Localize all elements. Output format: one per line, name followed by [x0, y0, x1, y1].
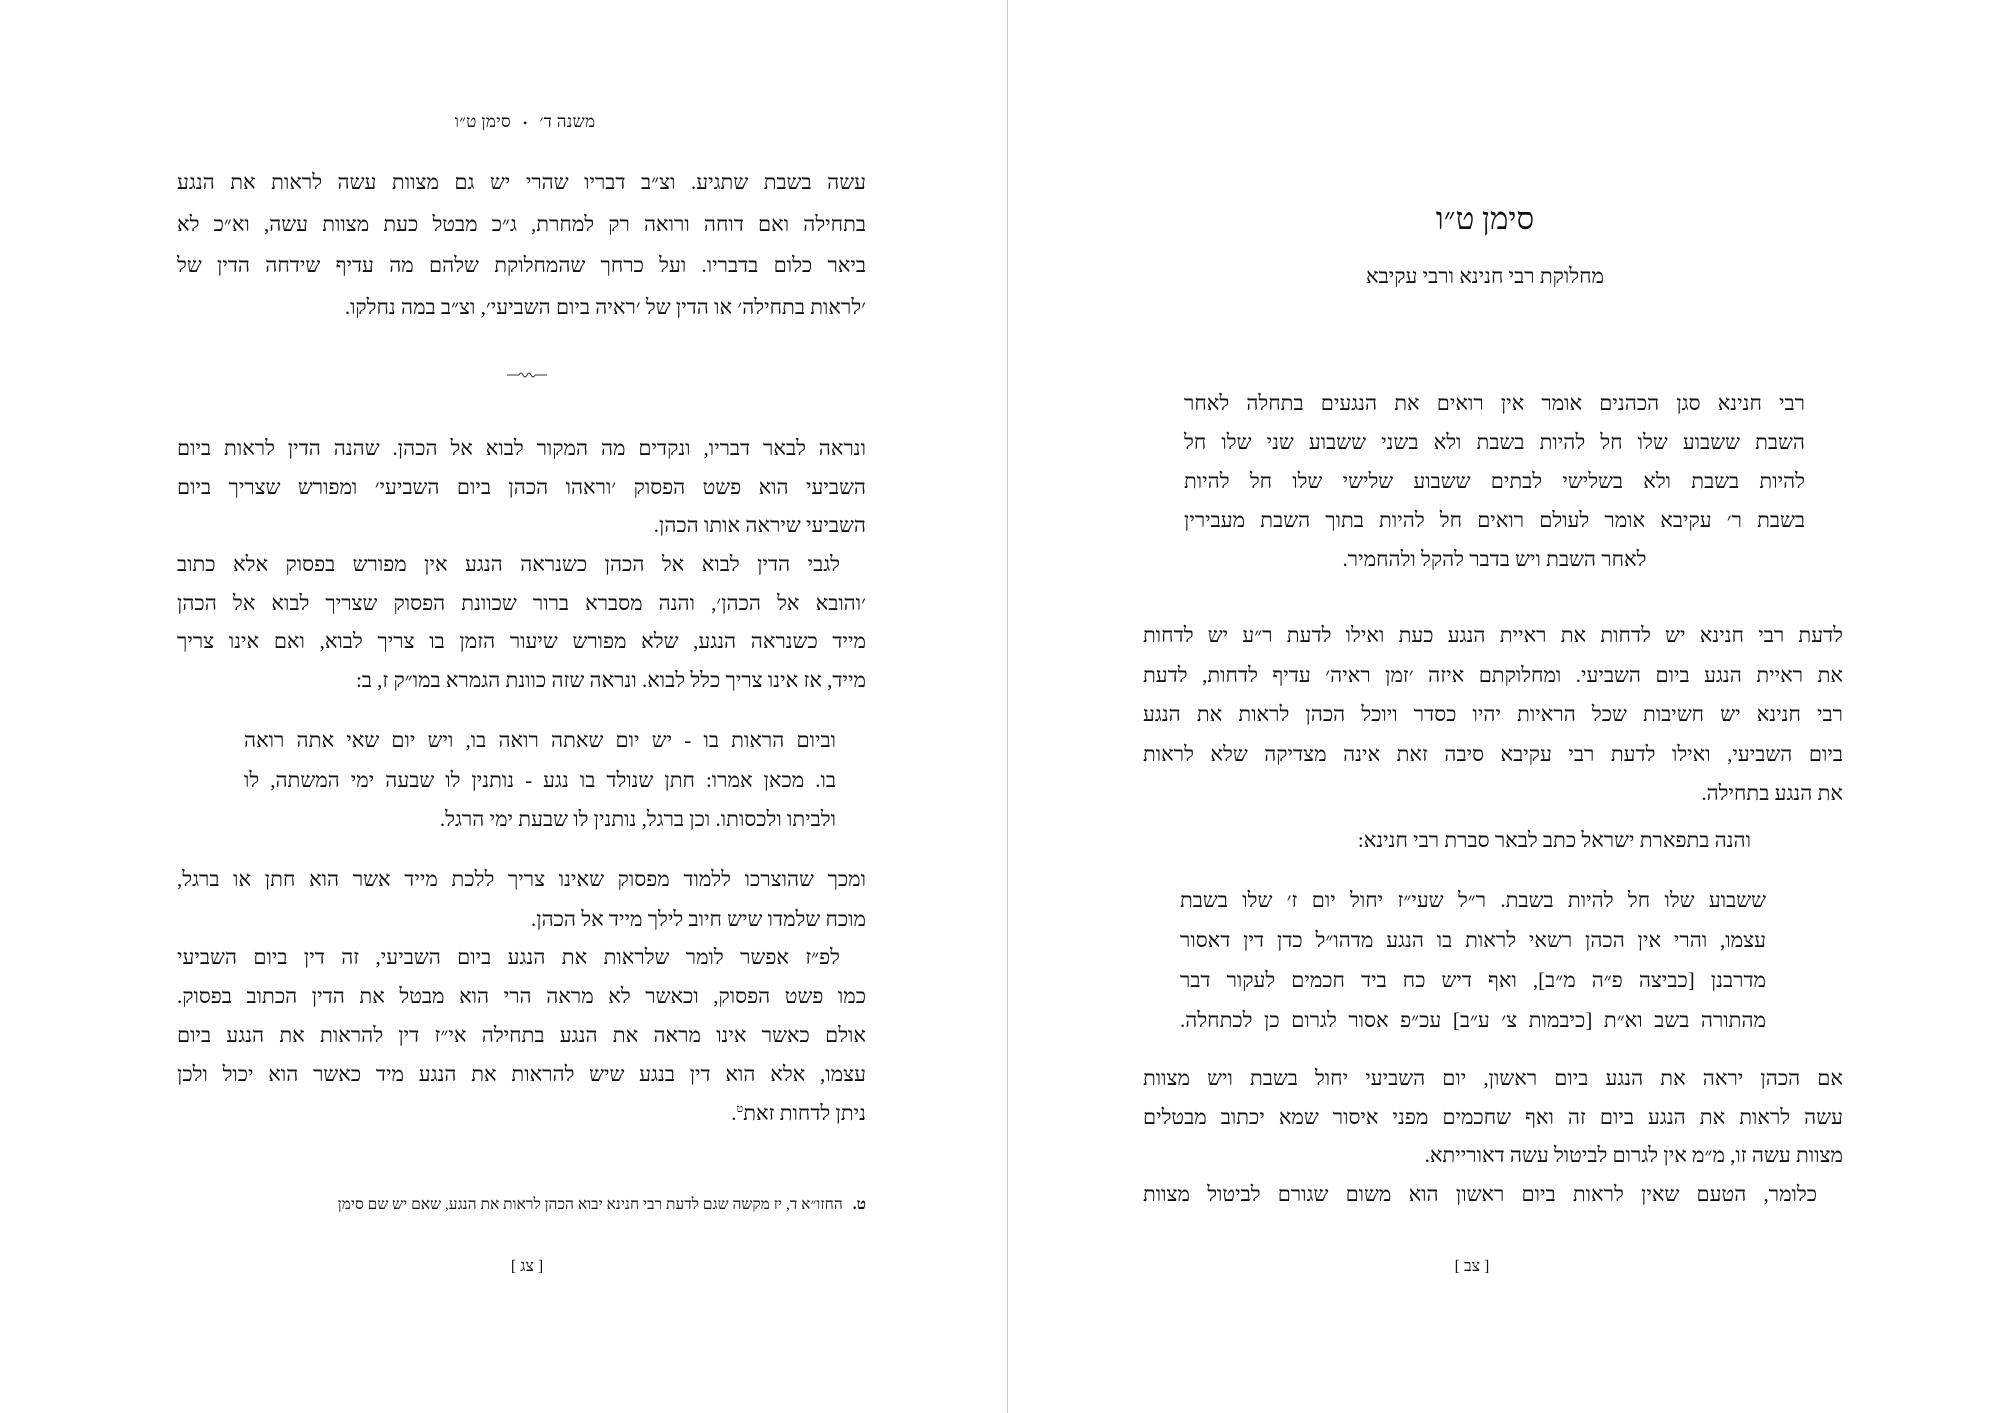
text-line: בשבת ר׳ עקיבא אומר לעולם רואים חל להיות בתוך השבת מעבירין — [1184, 508, 1805, 532]
running-head-section: סימן ט״ו — [454, 112, 511, 131]
section-subtitle: מחלוקת רבי חנינא ורבי עקיבא — [1366, 264, 1604, 288]
running-head — [0, 112, 1050, 132]
text-line: כלומר, הטעם שאין לראות ביום ראשון הוא משום שגורם לביטול מצוות — [1143, 1182, 1817, 1206]
text-line: עצמו, והרי אין הכהן רשאי לראות בו הנגע מדהו״ל כדן דין דאסור — [1180, 928, 1766, 952]
text-line: מייד כשנראה הנגע, שלא מפורש שיעור הזמן בו צריך לבוא, ואם אינו צריך — [177, 629, 866, 654]
text-line: מצוות עשה זו, מ״מ אין לגרום לביטול עשה דאורייתא. — [1424, 1143, 1843, 1168]
text-line: מדרבנן [כביצה פ״ה מ״ב], ואף דיש כח ביד חכמים לעקור דבר — [1180, 968, 1766, 992]
line-punct: . — [731, 1101, 737, 1125]
footnote — [177, 1196, 866, 1214]
text-line: השבת ששבוע שלו חל להיות בשבת ולא בשני ששבוע שני שלו חל — [1184, 430, 1805, 454]
ornament-divider-icon — [505, 369, 549, 381]
text-line: מהתורה בשב וא״ת [כיבמות צ׳ ע״ב] עכ״פ אסור לגרום כן לכתחלה. — [1180, 1008, 1766, 1032]
paragraph — [1143, 616, 1843, 814]
text-line: את ראיית הנגע ביום השביעי. ומחלוקתם איזה ׳זמן ראיה׳ עדיף לדחות, לדעת — [1143, 662, 1843, 687]
text-line: ונראה לבאר דבריו, ונקדים מה המקור לבוא אל הכהן. שהנה הדין לראות ביום — [177, 436, 866, 460]
text-line: לאחר השבת ויש בדבר להקל ולהחמיר. — [1342, 547, 1647, 571]
text-line: עשה בשבת שתגיע. וצ״ב דבריו שהרי יש גם מצוות עשה לראות את הנגע — [177, 170, 866, 194]
text-line: ביום השביעי, ואילו לדעת רבי עקיבא סיבה זאת אינה מצדיקה שלא לראות — [1143, 741, 1843, 766]
text-line: ולביתו ולכסותו. וכן ברגל, נותנין לו שבעת ימי הרגל. — [439, 807, 836, 831]
text-line: וביום הראות בו - יש יום שאתה רואה בו, ויש יום שאי אתה רואה — [244, 728, 836, 752]
text-line: ביאר כלום בדבריו. ועל כרחך שהמחלוקת שלהם מה עדיף שידחה הדין של — [177, 253, 866, 277]
text-line: אולם כאשר אינו מראה את הנגע בתחילה אי״ז דין להראות את הנגע ביום — [177, 1023, 866, 1047]
line-text: ניתן לדחות זאת — [743, 1101, 866, 1125]
text-line: לדעת רבי חנינא יש לדחות את ראיית הנגע כעת ואילו לדעת ר״ע יש לדחות — [1143, 623, 1843, 647]
footnote-marker: ט. — [852, 1196, 866, 1213]
text-line: בו. מכאן אמרו: חתן שנולד בו נגע - נותנין לו שבעה ימי המשתה, לו — [244, 767, 836, 792]
text-line: והנה בתפארת ישראל כתב לבאר סברת רבי חנינא: — [1357, 828, 1751, 852]
text-line: מייד, אז אינו צריך כלל לבוא. ונראה שזה כוונת הגמרא במו״ק ז, ב: — [355, 667, 866, 692]
text-line: השביעי שיראה אותו הכהן. — [653, 513, 866, 538]
paragraph-last-line — [177, 1094, 866, 1133]
text-line: אם הכהן יראה את הנגע ביום ראשון, יום השביעי יחול בשבת ויש מצוות — [1143, 1066, 1843, 1090]
block-quote — [244, 721, 836, 840]
text-line: ומכך שהוצרכו ללמוד מפסוק שאינו צריך ללכת מייד אשר הוא חתן או ברגל, — [177, 867, 866, 891]
running-head-book: משנה ד׳ — [539, 112, 596, 131]
text-line: לגבי הדין לבוא אל הכהן כשנראה הנגע אין מפורש בפסוק אלא כתוב — [177, 552, 840, 576]
footnote-text: החזו״א ד, יז מקשה שגם לדעת רבי חנינא יבוא הכהן לראות את הנגע, שאם יש שם סימן — [337, 1196, 843, 1213]
text-line: עשה לראות את הנגע ביום זה ואף שחכמים מפני איסור שמא יכתוב מבטלים — [1143, 1104, 1843, 1129]
paragraph — [177, 545, 866, 699]
text-line: מוכח שלמדו שיש חיוב לילך מייד אל הכהן. — [530, 906, 866, 931]
block-quote — [1180, 880, 1766, 1040]
paragraph — [1143, 821, 1843, 861]
text-line: השביעי הוא פשט הפסוק ׳וראהו הכהן ביום השביעי׳ ומפורש שצריך ביום — [177, 474, 866, 499]
section-title: סימן ט״ו — [1435, 201, 1535, 236]
text-line: בתחילה ואם דוחה ורואה רק למחרת, ג״כ מבטל כעת מצוות עשה, וא״כ לא — [177, 211, 866, 236]
page-number: [ צב ] — [1454, 1258, 1490, 1275]
paragraph — [177, 162, 866, 328]
text-line: רבי חנינא יש חשיבות שכל הראיות יהיו כסדר ויוכל הכהן לראות את הנגע — [1143, 702, 1843, 726]
page-number: [ צג ] — [510, 1258, 544, 1275]
footnote-reference[interactable]: ט — [736, 1103, 744, 1115]
paragraph — [177, 860, 866, 939]
paragraph — [1143, 1059, 1843, 1175]
paragraph — [177, 938, 866, 1094]
text-line: כמו פשט הפסוק, וכאשר לא מראה הרי הוא מבטל את הדין הכתוב בפסוק. — [177, 984, 866, 1008]
text-line: את הנגע בתחילה. — [1701, 781, 1843, 805]
text-line: ׳והובא אל הכהן׳, והנה מסברא ברור שכוונת הפסוק שצריך לבוא אל הכהן — [177, 590, 866, 615]
right-page — [1008, 0, 1993, 1413]
text-line: להיות בשבת ולא בשלישי לבתים ששבוע שלישי שלו חל להיות — [1184, 469, 1805, 493]
text-line: רבי חנינא סגן הכהנים אומר אין רואים את הנגעים בתחלה לאחר — [1184, 391, 1805, 415]
paragraph — [177, 429, 866, 545]
text-line: ששבוע שלו חל להיות בשבת. ר״ל שעי״ז יחול יום ז׳ שלו בשבת — [1180, 888, 1766, 912]
paragraph — [1143, 1175, 1843, 1214]
text-line: עצמו, אלא הוא דין בנגע שיש להראות את הנגע מיד כאשר הוא יכול ולכן — [177, 1062, 866, 1086]
mishna-text — [1184, 384, 1805, 579]
running-head-separator: • — [522, 115, 528, 130]
text-line: ׳לראות בתחילה׳ או הדין של ׳ראיה ביום השביעי׳, וצ״ב במה נחלקו. — [344, 294, 866, 319]
text-line: לפ״ז אפשר לומר שלראות את הנגע ביום השביעי, זה דין ביום השביעי — [177, 945, 840, 969]
